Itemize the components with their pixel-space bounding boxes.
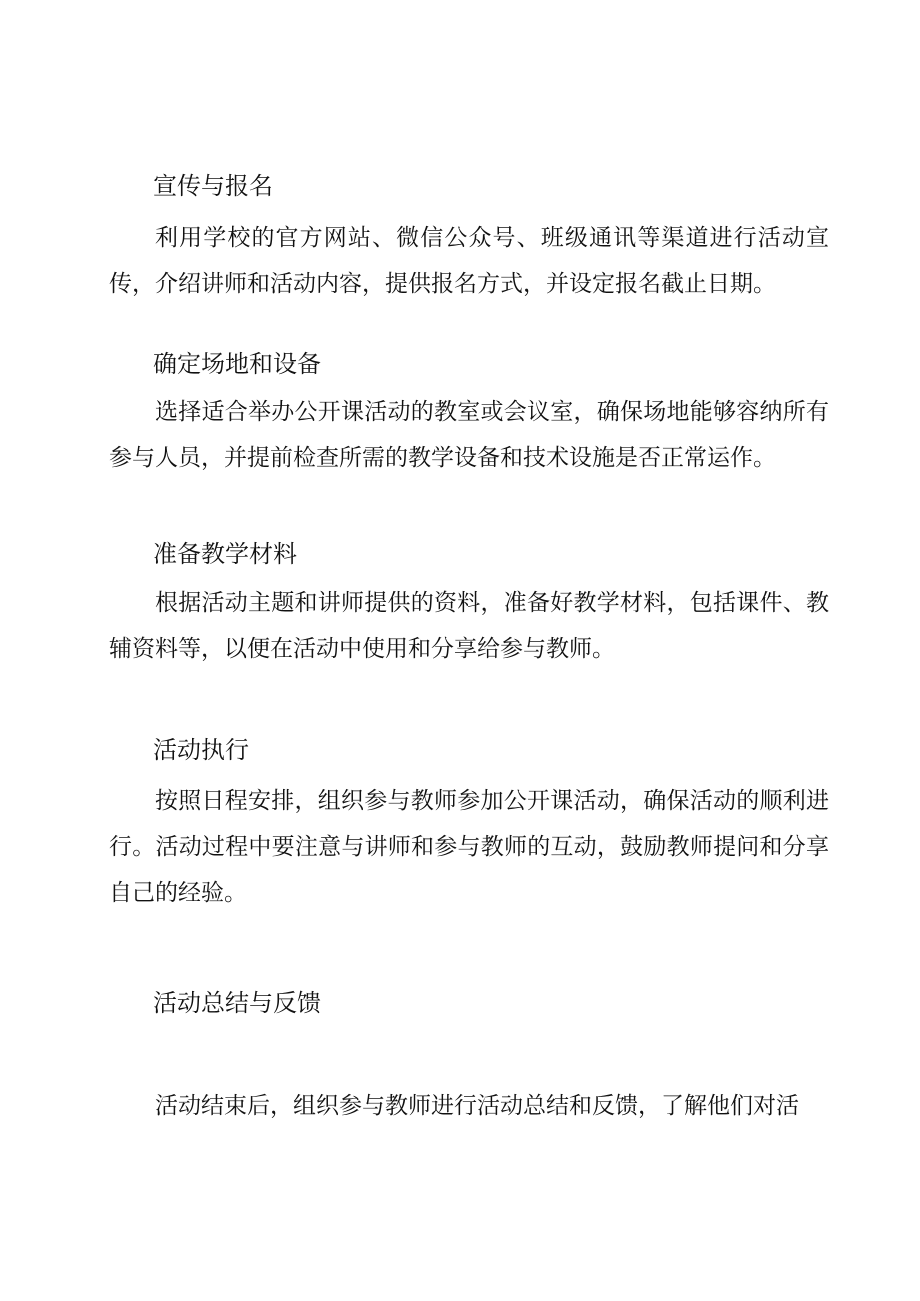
paragraph-line: 根据活动主题和讲师提供的资料，准备好教学材料，包括课件、教: [155, 590, 829, 616]
section-heading-venue: 确定场地和设备: [153, 350, 321, 378]
section-paragraph-execution: [109, 778, 829, 916]
section-paragraph-summary: [109, 1083, 829, 1129]
section-paragraph-materials: [109, 580, 829, 672]
section-heading-materials: 准备教学材料: [153, 540, 297, 568]
paragraph-line: 自己的经验。: [109, 880, 247, 906]
paragraph-line: 传，介绍讲师和活动内容，提供报名方式，并设定报名截止日期。: [109, 271, 776, 297]
section-heading-summary: 活动总结与反馈: [153, 989, 321, 1017]
paragraph-line: 活动结束后，组织参与教师进行活动总结和反馈，了解他们对活: [155, 1093, 799, 1119]
paragraph-line: 参与人员，并提前检查所需的教学设备和技术设施是否正常运作。: [109, 445, 776, 471]
section-paragraph-venue: [109, 389, 829, 481]
paragraph-line: 利用学校的官方网站、微信公众号、班级通讯等渠道进行活动宣: [155, 225, 829, 251]
section-heading-publicity: 宣传与报名: [153, 172, 273, 200]
paragraph-line: 选择适合举办公开课活动的教室或会议室，确保场地能够容纳所有: [155, 399, 829, 425]
paragraph-line: 行。活动过程中要注意与讲师和参与教师的互动，鼓励教师提问和分享: [109, 834, 829, 860]
section-heading-execution: 活动执行: [153, 736, 249, 764]
paragraph-line: 按照日程安排，组织参与教师参加公开课活动，确保活动的顺利进: [155, 788, 829, 814]
paragraph-line: 辅资料等，以便在活动中使用和分享给参与教师。: [109, 636, 615, 662]
section-paragraph-publicity: [109, 215, 829, 307]
